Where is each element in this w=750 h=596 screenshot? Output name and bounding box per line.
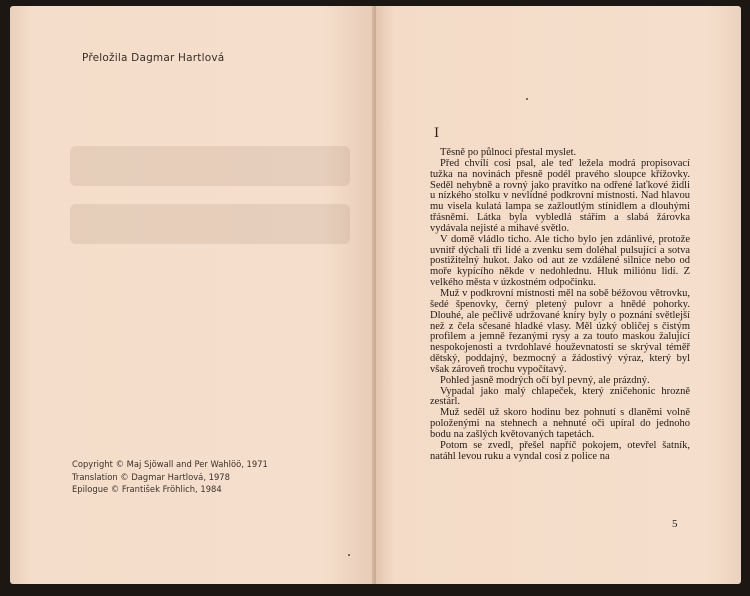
paper-speck — [526, 98, 528, 100]
copyright-line: Copyright © Maj Sjöwall and Per Wahlöö, 1971 — [72, 459, 268, 469]
bleed-through-title — [70, 146, 350, 286]
open-book — [6, 6, 746, 588]
chapter-number: I — [434, 126, 440, 141]
paper-speck — [348, 554, 350, 556]
copyright-block — [72, 458, 268, 496]
paragraph: Těsně po půlnoci přestal myslet. — [440, 147, 577, 158]
body-text — [430, 148, 690, 462]
paragraph: V domě vládlo ticho. Ale ticho bylo jen zdánlivé, protože uvnitř dýchali tři lidé a zvenku sem doléhal pulsující a sotva postižitelný hukot. Jako od aut ze vzdálené silnice nebo od moře kypícího někde v nedohlednu. Hluk miliónu lidí. Z velkého města v úzkostném odpočinku. — [430, 233, 690, 289]
paragraph: Muž seděl už skoro hodinu bez pohnutí s dlaněmi volně položenými na stehnech a nehnuté oči upíral do jednoho bodu na zašlých květovaných tapetách. — [430, 407, 690, 440]
paragraph: Před chvílí cosi psal, ale teď ležela modrá propisovací tužka na novinách přesně podél pravého sloupce křížovky. Seděl nehybně a rovný jako pravítko na odřené laťkové židli u nízkého stolku v nevlídné podkrovní místnosti. Nad hlavou mu visela kulatá lampa se zažloutlým stínidlem a dlouhými třásněmi. Látka byla vybledlá stářím a slabá žárovka vydávala nejisté a mihavé světlo. — [430, 157, 690, 234]
copyright-line: Translation © Dagmar Hartlová, 1978 — [72, 471, 230, 482]
paragraph: Potom se zvedl, přešel napříč pokojem, otevřel šatník, natáhl levou ruku a vyndal cosi z police na — [430, 439, 690, 462]
right-page — [376, 6, 741, 584]
paragraph: Muž v podkrovní místnosti měl na sobě béžovou větrovku, šedé špenovky, černý pletený pulovr a hnědé pohorky. Dlouhé, ale pečlivě udržované kníry byly o poznání světlejší než z čela sčesané hladké vlasy. Měl úzký obličej s čistým profilem a jemně řezanými rysy a za touto maskou žalující nespokojenosti a tvrdohlavé houževnatosti se skrýval téměř dětský, poddajný, bezmocný a žádostivý výraz, který byl však zároveň trochu vypočítavý. — [430, 287, 690, 375]
paragraph: Vypadal jako malý chlapeček, který zničehonic hrozně zestárl. — [430, 385, 690, 408]
copyright-line: Epilogue © František Fröhlich, 1984 — [72, 484, 222, 495]
paragraph: Pohled jasně modrých očí byl pevný, ale prázdný. — [440, 374, 650, 386]
translator-credit: Přeložila Dagmar Hartlová — [82, 52, 225, 64]
left-page — [10, 6, 376, 584]
page-number: 5 — [672, 518, 678, 530]
